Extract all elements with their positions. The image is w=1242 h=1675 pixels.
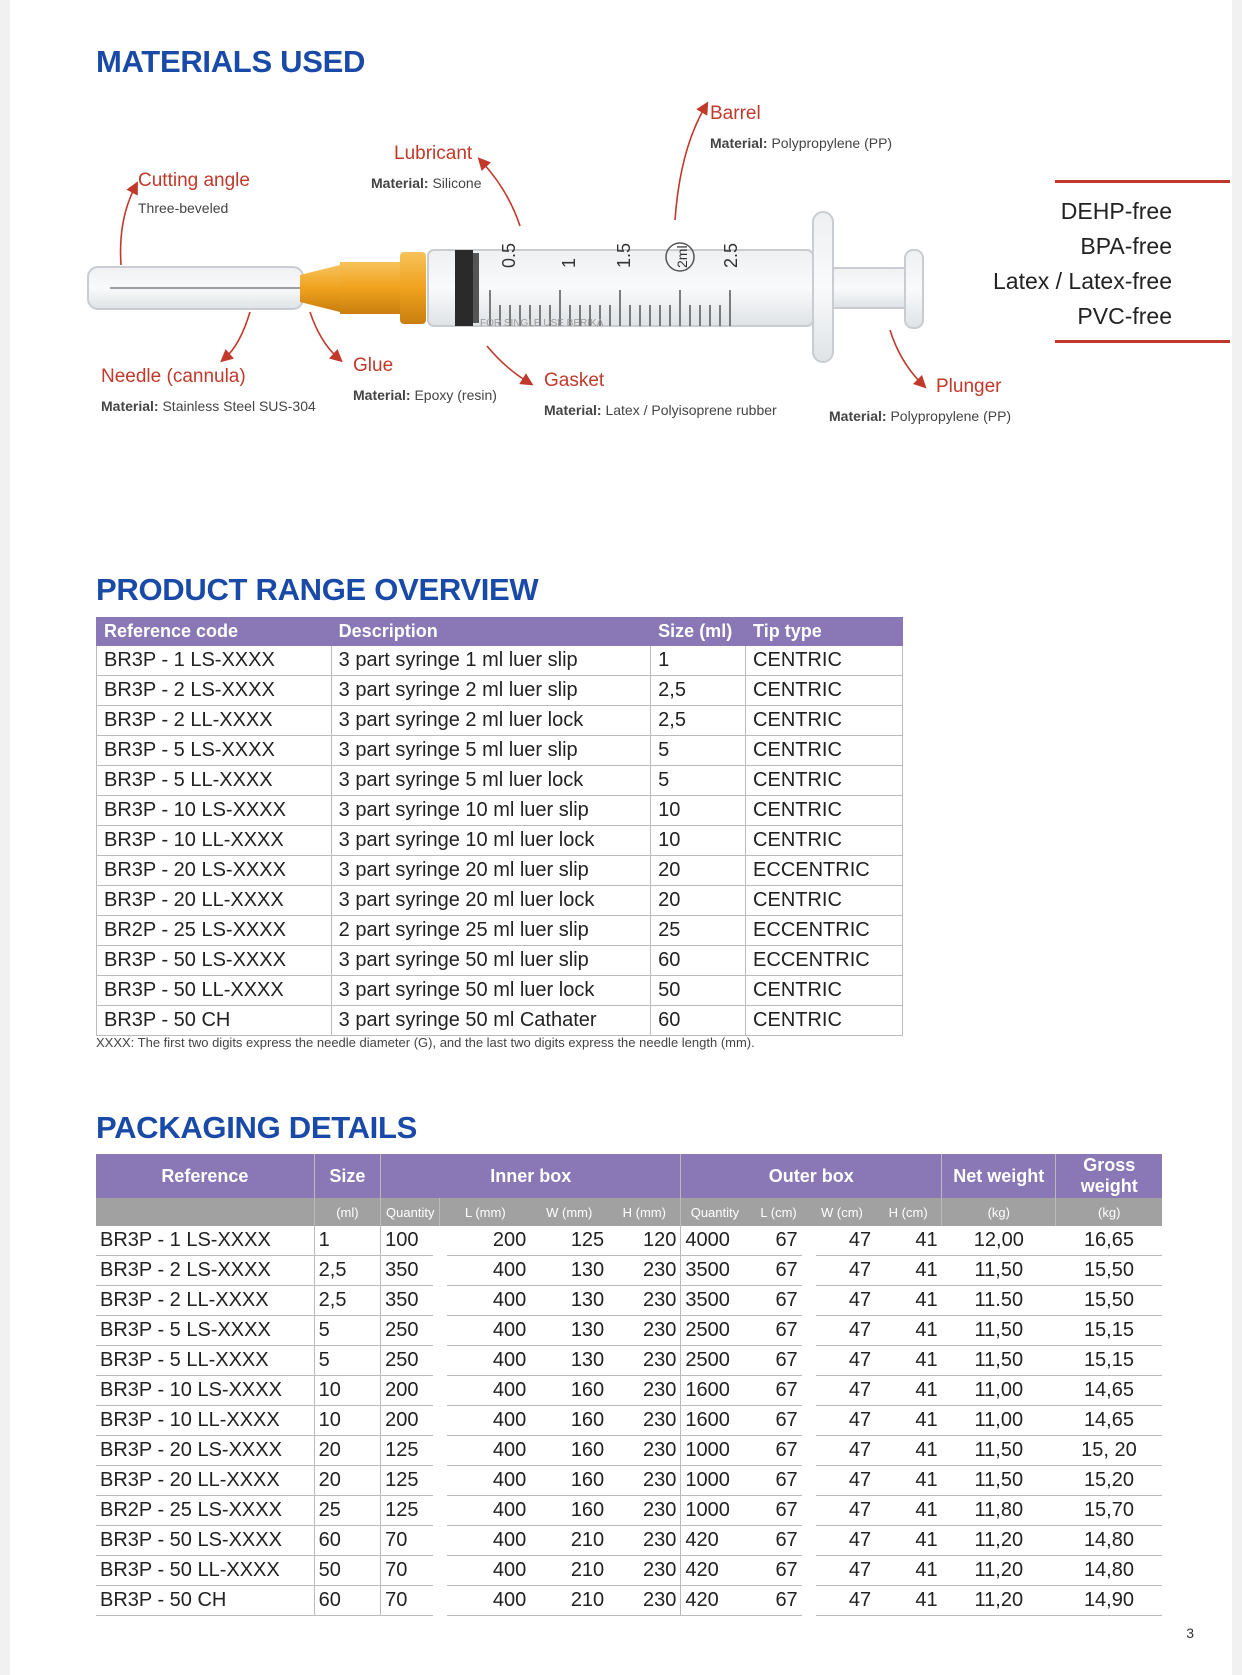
range-cell-reference: BR3P - 10 LS-XXXX xyxy=(97,796,332,826)
pack-cell-inner-qty: 250 xyxy=(381,1316,440,1346)
range-cell-size: 2,5 xyxy=(651,706,746,736)
pack-cell-net: 11,00 xyxy=(942,1376,1056,1406)
range-cell-description: 3 part syringe 50 ml Cathater xyxy=(331,1006,651,1036)
pack-cell-inner-h: 120 xyxy=(608,1226,681,1256)
pack-cell-reference: BR3P - 50 CH xyxy=(96,1586,314,1616)
pack-cell-inner-h: 230 xyxy=(608,1526,681,1556)
pack-cell-reference: BR3P - 50 LS-XXXX xyxy=(96,1526,314,1556)
pack-cell-inner-qty: 200 xyxy=(381,1376,440,1406)
pack-cell-inner-h: 230 xyxy=(608,1466,681,1496)
range-cell-reference: BR2P - 25 LS-XXXX xyxy=(97,916,332,946)
part-material-plunger: Material: Polypropylene (PP) xyxy=(829,408,1012,424)
pack-subheader: L (mm) xyxy=(440,1198,530,1226)
pack-cell-outer-w: 47 xyxy=(809,1586,875,1616)
range-cell-description: 3 part syringe 50 ml luer slip xyxy=(331,946,651,976)
pack-cell-inner-w: 160 xyxy=(530,1436,608,1466)
range-cell-description: 3 part syringe 50 ml luer lock xyxy=(331,976,651,1006)
part-material-barrel: Material: Polypropylene (PP) xyxy=(710,135,893,151)
pack-cell-inner-h: 230 xyxy=(608,1586,681,1616)
range-header-reference: Reference code xyxy=(97,618,332,646)
pack-cell-outer-qty: 1600 xyxy=(681,1376,749,1406)
pack-cell-inner-w: 210 xyxy=(530,1526,608,1556)
syringe-mark-2: 1.5 xyxy=(614,242,634,268)
range-cell-description: 3 part syringe 2 ml luer slip xyxy=(331,676,651,706)
pack-header-gross-weight: Gross weight xyxy=(1056,1154,1162,1198)
pack-cell-outer-h: 41 xyxy=(875,1376,941,1406)
pack-row xyxy=(96,1586,1162,1616)
pack-cell-reference: BR3P - 50 LL-XXXX xyxy=(96,1556,314,1586)
pack-cell-outer-h: 41 xyxy=(875,1526,941,1556)
pack-cell-outer-qty: 2500 xyxy=(681,1316,749,1346)
part-material-gasket: Material: Latex / Polyisoprene rubber xyxy=(544,402,777,418)
pack-cell-gross: 14,65 xyxy=(1056,1406,1162,1436)
pack-cell-inner-l: 400 xyxy=(440,1316,530,1346)
pack-row xyxy=(96,1286,1162,1316)
pack-cell-outer-qty: 420 xyxy=(681,1586,749,1616)
pack-row xyxy=(96,1466,1162,1496)
range-cell-reference: BR3P - 20 LL-XXXX xyxy=(97,886,332,916)
pack-cell-inner-l: 400 xyxy=(440,1586,530,1616)
pack-cell-outer-h: 41 xyxy=(875,1586,941,1616)
pack-cell-gross: 15,20 xyxy=(1056,1466,1162,1496)
pack-cell-outer-l: 67 xyxy=(748,1586,808,1616)
pack-row xyxy=(96,1376,1162,1406)
pack-cell-inner-h: 230 xyxy=(608,1496,681,1526)
pack-cell-inner-l: 400 xyxy=(440,1436,530,1466)
pack-cell-outer-l: 67 xyxy=(748,1556,808,1586)
pack-cell-reference: BR3P - 2 LL-XXXX xyxy=(96,1286,314,1316)
pack-cell-gross: 14,90 xyxy=(1056,1586,1162,1616)
pack-cell-inner-l: 400 xyxy=(440,1256,530,1286)
pack-cell-size: 1 xyxy=(314,1226,380,1256)
pack-cell-inner-qty: 350 xyxy=(381,1256,440,1286)
part-label-cutting-angle: Cutting angle xyxy=(138,170,250,191)
range-row xyxy=(97,676,903,706)
pack-cell-size: 20 xyxy=(314,1436,380,1466)
pack-cell-outer-l: 67 xyxy=(748,1256,808,1286)
syringe-mark-4: 2.5 xyxy=(721,242,741,268)
pack-cell-gross: 14,65 xyxy=(1056,1376,1162,1406)
pack-cell-gross: 15,50 xyxy=(1056,1286,1162,1316)
pack-row xyxy=(96,1226,1162,1256)
pack-cell-inner-l: 400 xyxy=(440,1466,530,1496)
pack-cell-size: 25 xyxy=(314,1496,380,1526)
pack-cell-outer-l: 67 xyxy=(748,1406,808,1436)
pack-cell-gross: 14,80 xyxy=(1056,1556,1162,1586)
part-material-needle: Material: Stainless Steel SUS-304 xyxy=(101,398,316,414)
range-header-description: Description xyxy=(331,618,651,646)
pack-cell-outer-w: 47 xyxy=(809,1556,875,1586)
pack-cell-reference: BR3P - 20 LS-XXXX xyxy=(96,1436,314,1466)
pack-subheader: Quantity xyxy=(681,1198,749,1226)
syringe-illustration xyxy=(0,90,1000,420)
pack-cell-size: 2,5 xyxy=(314,1286,380,1316)
range-cell-reference: BR3P - 50 LL-XXXX xyxy=(97,976,332,1006)
syringe-mark-1: 1 xyxy=(559,257,579,268)
range-cell-reference: BR3P - 5 LL-XXXX xyxy=(97,766,332,796)
free-item-bpa: BPA-free xyxy=(1080,233,1172,259)
pack-cell-inner-l: 400 xyxy=(440,1376,530,1406)
pack-cell-inner-qty: 70 xyxy=(381,1556,440,1586)
pack-cell-inner-h: 230 xyxy=(608,1346,681,1376)
pack-cell-reference: BR3P - 2 LS-XXXX xyxy=(96,1256,314,1286)
pack-header-size: Size xyxy=(314,1154,380,1198)
packaging-title: PACKAGING DETAILS xyxy=(96,1110,417,1145)
part-label-barrel: Barrel xyxy=(710,103,761,124)
part-label-glue: Glue xyxy=(353,355,394,376)
pack-cell-reference: BR2P - 25 LS-XXXX xyxy=(96,1496,314,1526)
range-row xyxy=(97,796,903,826)
pack-cell-inner-w: 125 xyxy=(530,1226,608,1256)
pack-cell-inner-h: 230 xyxy=(608,1316,681,1346)
free-item-pvc: PVC-free xyxy=(1077,303,1172,329)
pack-subheader: H (mm) xyxy=(608,1198,681,1226)
pack-cell-net: 11,50 xyxy=(942,1466,1056,1496)
pack-cell-outer-w: 47 xyxy=(809,1286,875,1316)
pack-cell-inner-qty: 250 xyxy=(381,1346,440,1376)
pack-cell-outer-w: 47 xyxy=(809,1256,875,1286)
pack-row xyxy=(96,1496,1162,1526)
pack-cell-outer-h: 41 xyxy=(875,1496,941,1526)
range-cell-description: 3 part syringe 1 ml luer slip xyxy=(331,646,651,676)
range-note: XXXX: The first two digits express the needle diameter (G), and the last two digits express the needle length (mm). xyxy=(96,1035,755,1050)
range-cell-size: 20 xyxy=(651,856,746,886)
pack-cell-inner-w: 210 xyxy=(530,1556,608,1586)
pack-subheader-blank xyxy=(96,1198,314,1226)
range-cell-size: 5 xyxy=(651,766,746,796)
pack-subheader: Quantity xyxy=(381,1198,440,1226)
range-cell-size: 5 xyxy=(651,736,746,766)
pack-cell-net: 11,50 xyxy=(942,1436,1056,1466)
pack-cell-inner-w: 130 xyxy=(530,1286,608,1316)
pack-cell-inner-qty: 125 xyxy=(381,1496,440,1526)
range-row xyxy=(97,826,903,856)
page-edge-right xyxy=(1232,0,1242,1675)
pack-row xyxy=(96,1406,1162,1436)
range-title: PRODUCT RANGE OVERVIEW xyxy=(96,572,539,607)
range-row xyxy=(97,1006,903,1036)
free-item-dehp: DEHP-free xyxy=(1060,198,1172,224)
pack-cell-inner-l: 400 xyxy=(440,1556,530,1586)
pack-cell-outer-w: 47 xyxy=(809,1376,875,1406)
range-cell-tip: CENTRIC xyxy=(746,886,903,916)
range-cell-description: 3 part syringe 2 ml luer lock xyxy=(331,706,651,736)
pack-cell-outer-h: 41 xyxy=(875,1316,941,1346)
range-cell-size: 1 xyxy=(651,646,746,676)
pack-cell-inner-l: 400 xyxy=(440,1526,530,1556)
pack-cell-outer-w: 47 xyxy=(809,1226,875,1256)
pack-cell-outer-w: 47 xyxy=(809,1316,875,1346)
range-row xyxy=(97,766,903,796)
pack-cell-outer-l: 67 xyxy=(748,1316,808,1346)
pack-cell-net: 11,80 xyxy=(942,1496,1056,1526)
pack-cell-reference: BR3P - 10 LL-XXXX xyxy=(96,1406,314,1436)
pack-cell-size: 10 xyxy=(314,1406,380,1436)
part-label-gasket: Gasket xyxy=(544,370,605,391)
pack-group-header-row xyxy=(96,1154,1162,1198)
range-cell-tip: CENTRIC xyxy=(746,976,903,1006)
pack-cell-outer-h: 41 xyxy=(875,1556,941,1586)
range-cell-size: 25 xyxy=(651,916,746,946)
pack-cell-net: 11.50 xyxy=(942,1286,1056,1316)
pack-cell-inner-w: 160 xyxy=(530,1406,608,1436)
range-cell-tip: CENTRIC xyxy=(746,736,903,766)
range-cell-description: 3 part syringe 10 ml luer slip xyxy=(331,796,651,826)
range-cell-size: 60 xyxy=(651,1006,746,1036)
part-label-plunger: Plunger xyxy=(936,376,1002,397)
pack-cell-size: 60 xyxy=(314,1586,380,1616)
range-cell-size: 60 xyxy=(651,946,746,976)
pack-cell-gross: 15,15 xyxy=(1056,1346,1162,1376)
range-header-tip: Tip type xyxy=(746,618,903,646)
pack-cell-size: 20 xyxy=(314,1466,380,1496)
pack-cell-inner-h: 230 xyxy=(608,1286,681,1316)
pack-cell-reference: BR3P - 10 LS-XXXX xyxy=(96,1376,314,1406)
range-cell-tip: CENTRIC xyxy=(746,826,903,856)
pack-cell-inner-h: 230 xyxy=(608,1436,681,1466)
pack-cell-outer-qty: 1000 xyxy=(681,1466,749,1496)
range-cell-reference: BR3P - 2 LL-XXXX xyxy=(97,706,332,736)
range-row xyxy=(97,946,903,976)
pack-cell-inner-qty: 125 xyxy=(381,1466,440,1496)
range-cell-reference: BR3P - 50 CH xyxy=(97,1006,332,1036)
range-cell-reference: BR3P - 1 LS-XXXX xyxy=(97,646,332,676)
pack-header-outer-box: Outer box xyxy=(681,1154,942,1198)
free-item-latex: Latex / Latex-free xyxy=(993,268,1172,294)
range-row xyxy=(97,706,903,736)
pack-cell-outer-h: 41 xyxy=(875,1226,941,1256)
pack-cell-outer-h: 41 xyxy=(875,1406,941,1436)
pack-cell-outer-l: 67 xyxy=(748,1376,808,1406)
pack-cell-gross: 15,70 xyxy=(1056,1496,1162,1526)
pack-cell-size: 5 xyxy=(314,1316,380,1346)
pack-cell-outer-qty: 4000 xyxy=(681,1226,749,1256)
pack-cell-outer-w: 47 xyxy=(809,1406,875,1436)
free-list-bottom-rule xyxy=(1055,340,1230,343)
pack-cell-inner-qty: 125 xyxy=(381,1436,440,1466)
pack-cell-inner-w: 160 xyxy=(530,1376,608,1406)
pack-cell-outer-qty: 2500 xyxy=(681,1346,749,1376)
pack-cell-inner-w: 130 xyxy=(530,1256,608,1286)
range-cell-tip: ECCENTRIC xyxy=(746,856,903,886)
pack-cell-reference: BR3P - 5 LL-XXXX xyxy=(96,1346,314,1376)
pack-cell-net: 12,00 xyxy=(942,1226,1056,1256)
pack-cell-inner-w: 130 xyxy=(530,1346,608,1376)
range-cell-description: 3 part syringe 5 ml luer lock xyxy=(331,766,651,796)
pack-subheader: W (cm) xyxy=(809,1198,875,1226)
range-cell-size: 50 xyxy=(651,976,746,1006)
pack-cell-outer-w: 47 xyxy=(809,1436,875,1466)
pack-cell-net: 11,00 xyxy=(942,1406,1056,1436)
range-cell-description: 3 part syringe 10 ml luer lock xyxy=(331,826,651,856)
pack-cell-outer-l: 67 xyxy=(748,1526,808,1556)
pack-subheader: L (cm) xyxy=(748,1198,808,1226)
pack-cell-outer-w: 47 xyxy=(809,1346,875,1376)
range-cell-tip: CENTRIC xyxy=(746,646,903,676)
pack-cell-outer-qty: 1000 xyxy=(681,1496,749,1526)
pack-cell-inner-l: 400 xyxy=(440,1346,530,1376)
pack-row xyxy=(96,1556,1162,1586)
pack-cell-reference: BR3P - 1 LS-XXXX xyxy=(96,1226,314,1256)
range-row xyxy=(97,976,903,1006)
syringe-print: FOR SINGLE USE BERIKA xyxy=(480,318,604,329)
range-row xyxy=(97,916,903,946)
product-range-table xyxy=(96,617,903,1036)
pack-row xyxy=(96,1256,1162,1286)
pack-cell-gross: 15, 20 xyxy=(1056,1436,1162,1466)
free-list-top-rule xyxy=(1055,180,1230,183)
pack-cell-gross: 15,50 xyxy=(1056,1256,1162,1286)
pack-subheader: (ml) xyxy=(314,1198,380,1226)
pack-cell-reference: BR3P - 20 LL-XXXX xyxy=(96,1466,314,1496)
pack-cell-outer-qty: 3500 xyxy=(681,1286,749,1316)
pack-header-inner-box: Inner box xyxy=(381,1154,681,1198)
pack-cell-outer-l: 67 xyxy=(748,1226,808,1256)
pack-cell-inner-h: 230 xyxy=(608,1376,681,1406)
pack-header-reference: Reference xyxy=(96,1154,314,1198)
pack-cell-inner-qty: 200 xyxy=(381,1406,440,1436)
pack-cell-inner-qty: 70 xyxy=(381,1586,440,1616)
part-material-cutting-angle: Three-beveled xyxy=(138,200,229,216)
pack-cell-outer-qty: 1600 xyxy=(681,1406,749,1436)
pack-cell-inner-l: 400 xyxy=(440,1406,530,1436)
pack-cell-outer-l: 67 xyxy=(748,1436,808,1466)
pack-sub-header-row xyxy=(96,1198,1162,1226)
pack-cell-inner-qty: 100 xyxy=(381,1226,440,1256)
range-row xyxy=(97,886,903,916)
pack-cell-outer-l: 67 xyxy=(748,1346,808,1376)
pack-cell-inner-w: 130 xyxy=(530,1316,608,1346)
materials-title: MATERIALS USED xyxy=(96,44,366,79)
range-cell-description: 2 part syringe 25 ml luer slip xyxy=(331,916,651,946)
pack-cell-inner-w: 210 xyxy=(530,1586,608,1616)
range-cell-reference: BR3P - 5 LS-XXXX xyxy=(97,736,332,766)
pack-cell-outer-l: 67 xyxy=(748,1496,808,1526)
pack-subheader: (kg) xyxy=(1056,1198,1162,1226)
pack-cell-gross: 14,80 xyxy=(1056,1526,1162,1556)
pack-subheader: (kg) xyxy=(942,1198,1056,1226)
pack-cell-net: 11,20 xyxy=(942,1586,1056,1616)
range-cell-reference: BR3P - 50 LS-XXXX xyxy=(97,946,332,976)
range-cell-tip: CENTRIC xyxy=(746,796,903,826)
range-cell-reference: BR3P - 20 LS-XXXX xyxy=(97,856,332,886)
pack-cell-outer-w: 47 xyxy=(809,1496,875,1526)
pack-cell-size: 50 xyxy=(314,1556,380,1586)
range-cell-tip: CENTRIC xyxy=(746,676,903,706)
range-cell-tip: CENTRIC xyxy=(746,766,903,796)
part-label-lubricant: Lubricant xyxy=(394,143,473,164)
pack-cell-net: 11,50 xyxy=(942,1256,1056,1286)
pack-cell-net: 11,20 xyxy=(942,1526,1056,1556)
pack-cell-outer-h: 41 xyxy=(875,1256,941,1286)
packaging-table xyxy=(96,1154,1162,1616)
pack-cell-inner-qty: 350 xyxy=(381,1286,440,1316)
pack-cell-size: 2,5 xyxy=(314,1256,380,1286)
pack-cell-net: 11,20 xyxy=(942,1556,1056,1586)
pack-cell-inner-h: 230 xyxy=(608,1256,681,1286)
pack-cell-size: 60 xyxy=(314,1526,380,1556)
pack-cell-outer-h: 41 xyxy=(875,1436,941,1466)
pack-cell-net: 11,50 xyxy=(942,1316,1056,1346)
pack-cell-outer-qty: 3500 xyxy=(681,1256,749,1286)
syringe-mark-3: 2ml xyxy=(674,245,690,268)
pack-cell-net: 11,50 xyxy=(942,1346,1056,1376)
pack-cell-outer-l: 67 xyxy=(748,1286,808,1316)
range-cell-size: 10 xyxy=(651,826,746,856)
pack-cell-outer-w: 47 xyxy=(809,1526,875,1556)
range-cell-reference: BR3P - 10 LL-XXXX xyxy=(97,826,332,856)
range-cell-tip: CENTRIC xyxy=(746,1006,903,1036)
pack-row xyxy=(96,1436,1162,1466)
pack-cell-inner-l: 400 xyxy=(440,1496,530,1526)
page-number: 3 xyxy=(1186,1625,1194,1641)
range-row xyxy=(97,856,903,886)
range-header-row xyxy=(97,618,903,646)
pack-row xyxy=(96,1316,1162,1346)
range-cell-reference: BR3P - 2 LS-XXXX xyxy=(97,676,332,706)
pack-cell-size: 5 xyxy=(314,1346,380,1376)
range-header-size: Size (ml) xyxy=(651,618,746,646)
pack-cell-outer-qty: 1000 xyxy=(681,1436,749,1466)
range-cell-description: 3 part syringe 20 ml luer slip xyxy=(331,856,651,886)
range-cell-size: 20 xyxy=(651,886,746,916)
range-row xyxy=(97,646,903,676)
pack-cell-outer-l: 67 xyxy=(748,1466,808,1496)
part-material-glue: Material: Epoxy (resin) xyxy=(353,387,497,403)
pack-cell-gross: 16,65 xyxy=(1056,1226,1162,1256)
pack-subheader: H (cm) xyxy=(875,1198,941,1226)
pack-cell-outer-h: 41 xyxy=(875,1346,941,1376)
pack-cell-inner-w: 160 xyxy=(530,1496,608,1526)
pack-cell-size: 10 xyxy=(314,1376,380,1406)
pack-cell-outer-qty: 420 xyxy=(681,1556,749,1586)
part-material-lubricant: Material: Silicone xyxy=(371,175,482,191)
part-label-needle: Needle (cannula) xyxy=(101,366,246,387)
range-cell-tip: ECCENTRIC xyxy=(746,946,903,976)
pack-cell-inner-qty: 70 xyxy=(381,1526,440,1556)
range-cell-description: 3 part syringe 5 ml luer slip xyxy=(331,736,651,766)
pack-header-net-weight: Net weight xyxy=(942,1154,1056,1198)
syringe-mark-0: 0.5 xyxy=(499,242,519,268)
pack-cell-outer-h: 41 xyxy=(875,1286,941,1316)
range-cell-description: 3 part syringe 20 ml luer lock xyxy=(331,886,651,916)
range-cell-size: 10 xyxy=(651,796,746,826)
pack-cell-inner-l: 400 xyxy=(440,1286,530,1316)
pack-cell-outer-qty: 420 xyxy=(681,1526,749,1556)
pack-cell-inner-h: 230 xyxy=(608,1556,681,1586)
pack-cell-inner-l: 200 xyxy=(440,1226,530,1256)
pack-subheader: W (mm) xyxy=(530,1198,608,1226)
pack-row xyxy=(96,1526,1162,1556)
range-cell-size: 2,5 xyxy=(651,676,746,706)
pack-cell-inner-w: 160 xyxy=(530,1466,608,1496)
pack-cell-outer-w: 47 xyxy=(809,1466,875,1496)
range-cell-tip: CENTRIC xyxy=(746,706,903,736)
pack-cell-reference: BR3P - 5 LS-XXXX xyxy=(96,1316,314,1346)
range-row xyxy=(97,736,903,766)
pack-cell-outer-h: 41 xyxy=(875,1466,941,1496)
range-cell-tip: ECCENTRIC xyxy=(746,916,903,946)
pack-cell-inner-h: 230 xyxy=(608,1406,681,1436)
pack-row xyxy=(96,1346,1162,1376)
pack-cell-gross: 15,15 xyxy=(1056,1316,1162,1346)
